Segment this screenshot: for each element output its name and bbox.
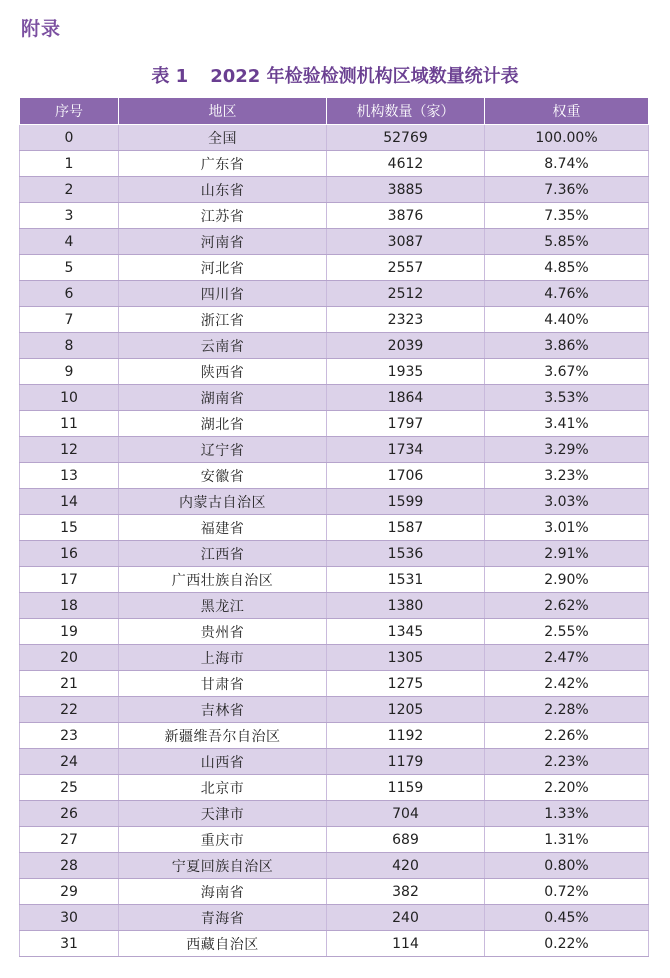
cell-count: 1734 — [327, 437, 485, 463]
table-row — [20, 229, 649, 255]
table-row — [20, 853, 649, 879]
cell-region: 上海市 — [119, 645, 327, 671]
cell-count: 1275 — [327, 671, 485, 697]
cell-count: 1345 — [327, 619, 485, 645]
cell-weight: 3.23% — [485, 463, 649, 489]
cell-count: 2039 — [327, 333, 485, 359]
table-row — [20, 619, 649, 645]
cell-weight: 0.45% — [485, 905, 649, 931]
cell-index: 30 — [20, 905, 119, 931]
cell-weight: 0.72% — [485, 879, 649, 905]
cell-region: 新疆维吾尔自治区 — [119, 723, 327, 749]
cell-region: 河北省 — [119, 255, 327, 281]
cell-index: 23 — [20, 723, 119, 749]
cell-weight: 2.28% — [485, 697, 649, 723]
table-row — [20, 489, 649, 515]
table-row — [20, 307, 649, 333]
table-row — [20, 567, 649, 593]
cell-region: 广东省 — [119, 151, 327, 177]
cell-count: 1192 — [327, 723, 485, 749]
cell-count: 1305 — [327, 645, 485, 671]
cell-count: 1536 — [327, 541, 485, 567]
table-row — [20, 515, 649, 541]
table-row — [20, 541, 649, 567]
cell-index: 12 — [20, 437, 119, 463]
table-row — [20, 125, 649, 151]
cell-region: 贵州省 — [119, 619, 327, 645]
cell-index: 6 — [20, 281, 119, 307]
cell-index: 25 — [20, 775, 119, 801]
table-row — [20, 723, 649, 749]
cell-count: 1864 — [327, 385, 485, 411]
cell-region: 江苏省 — [119, 203, 327, 229]
cell-weight: 3.29% — [485, 437, 649, 463]
cell-region: 安徽省 — [119, 463, 327, 489]
column-header-count: 机构数量（家） — [327, 98, 485, 125]
cell-weight: 1.33% — [485, 801, 649, 827]
cell-weight: 2.62% — [485, 593, 649, 619]
cell-weight: 3.53% — [485, 385, 649, 411]
cell-index: 4 — [20, 229, 119, 255]
cell-weight: 4.85% — [485, 255, 649, 281]
cell-weight: 2.42% — [485, 671, 649, 697]
cell-weight: 2.20% — [485, 775, 649, 801]
cell-region: 黑龙江 — [119, 593, 327, 619]
cell-weight: 8.74% — [485, 151, 649, 177]
cell-weight: 4.76% — [485, 281, 649, 307]
table-row — [20, 281, 649, 307]
cell-region: 甘肃省 — [119, 671, 327, 697]
cell-region: 重庆市 — [119, 827, 327, 853]
cell-weight: 7.36% — [485, 177, 649, 203]
cell-count: 1205 — [327, 697, 485, 723]
table-row — [20, 749, 649, 775]
cell-index: 16 — [20, 541, 119, 567]
cell-region: 广西壮族自治区 — [119, 567, 327, 593]
cell-index: 29 — [20, 879, 119, 905]
table-row — [20, 385, 649, 411]
cell-region: 宁夏回族自治区 — [119, 853, 327, 879]
cell-weight: 3.86% — [485, 333, 649, 359]
table-title-text: 2022 年检验检测机构区域数量统计表 — [210, 66, 519, 87]
cell-region: 福建省 — [119, 515, 327, 541]
cell-region: 湖北省 — [119, 411, 327, 437]
cell-region: 全国 — [119, 125, 327, 151]
cell-index: 2 — [20, 177, 119, 203]
cell-weight: 5.85% — [485, 229, 649, 255]
table-body — [20, 125, 649, 957]
cell-index: 8 — [20, 333, 119, 359]
cell-count: 1587 — [327, 515, 485, 541]
cell-index: 11 — [20, 411, 119, 437]
cell-index: 18 — [20, 593, 119, 619]
cell-region: 天津市 — [119, 801, 327, 827]
cell-count: 1159 — [327, 775, 485, 801]
table-row — [20, 697, 649, 723]
table-row — [20, 151, 649, 177]
cell-index: 3 — [20, 203, 119, 229]
cell-region: 内蒙古自治区 — [119, 489, 327, 515]
cell-weight: 7.35% — [485, 203, 649, 229]
table-row — [20, 801, 649, 827]
cell-count: 1797 — [327, 411, 485, 437]
statistics-table — [19, 97, 649, 957]
cell-count: 3876 — [327, 203, 485, 229]
table-row — [20, 905, 649, 931]
cell-index: 26 — [20, 801, 119, 827]
cell-count: 114 — [327, 931, 485, 957]
cell-count: 420 — [327, 853, 485, 879]
cell-index: 10 — [20, 385, 119, 411]
cell-count: 1935 — [327, 359, 485, 385]
cell-count: 52769 — [327, 125, 485, 151]
cell-region: 陕西省 — [119, 359, 327, 385]
cell-region: 山东省 — [119, 177, 327, 203]
table-row — [20, 177, 649, 203]
column-header-weight: 权重 — [485, 98, 649, 125]
cell-count: 1706 — [327, 463, 485, 489]
cell-weight: 2.90% — [485, 567, 649, 593]
cell-weight: 2.47% — [485, 645, 649, 671]
cell-index: 22 — [20, 697, 119, 723]
cell-index: 21 — [20, 671, 119, 697]
cell-region: 北京市 — [119, 775, 327, 801]
column-header-index: 序号 — [20, 98, 119, 125]
cell-weight: 3.01% — [485, 515, 649, 541]
cell-weight: 3.67% — [485, 359, 649, 385]
cell-index: 24 — [20, 749, 119, 775]
cell-index: 27 — [20, 827, 119, 853]
cell-index: 5 — [20, 255, 119, 281]
cell-weight: 2.55% — [485, 619, 649, 645]
cell-count: 1599 — [327, 489, 485, 515]
cell-index: 13 — [20, 463, 119, 489]
table-row — [20, 333, 649, 359]
cell-weight: 0.22% — [485, 931, 649, 957]
cell-count: 1179 — [327, 749, 485, 775]
table-row — [20, 411, 649, 437]
cell-region: 江西省 — [119, 541, 327, 567]
table-row — [20, 671, 649, 697]
cell-index: 17 — [20, 567, 119, 593]
cell-count: 689 — [327, 827, 485, 853]
cell-index: 28 — [20, 853, 119, 879]
table-row — [20, 645, 649, 671]
table-row — [20, 359, 649, 385]
cell-weight: 3.41% — [485, 411, 649, 437]
cell-region: 海南省 — [119, 879, 327, 905]
cell-weight: 3.03% — [485, 489, 649, 515]
cell-count: 2512 — [327, 281, 485, 307]
cell-count: 704 — [327, 801, 485, 827]
cell-weight: 4.40% — [485, 307, 649, 333]
cell-index: 19 — [20, 619, 119, 645]
table-row — [20, 827, 649, 853]
cell-weight: 100.00% — [485, 125, 649, 151]
cell-region: 辽宁省 — [119, 437, 327, 463]
table-row — [20, 593, 649, 619]
cell-count: 2323 — [327, 307, 485, 333]
table-label: 表 1 — [151, 66, 189, 87]
cell-index: 14 — [20, 489, 119, 515]
table-header-row — [20, 98, 649, 125]
cell-region: 浙江省 — [119, 307, 327, 333]
cell-weight: 2.91% — [485, 541, 649, 567]
cell-region: 吉林省 — [119, 697, 327, 723]
cell-region: 湖南省 — [119, 385, 327, 411]
column-header-region: 地区 — [119, 98, 327, 125]
cell-index: 9 — [20, 359, 119, 385]
cell-index: 15 — [20, 515, 119, 541]
cell-count: 240 — [327, 905, 485, 931]
table-row — [20, 203, 649, 229]
cell-weight: 1.31% — [485, 827, 649, 853]
table-row — [20, 879, 649, 905]
cell-index: 7 — [20, 307, 119, 333]
cell-count: 2557 — [327, 255, 485, 281]
cell-count: 382 — [327, 879, 485, 905]
cell-region: 云南省 — [119, 333, 327, 359]
cell-weight: 0.80% — [485, 853, 649, 879]
table-row — [20, 775, 649, 801]
table-row — [20, 931, 649, 957]
table-row — [20, 437, 649, 463]
cell-region: 河南省 — [119, 229, 327, 255]
cell-weight: 2.26% — [485, 723, 649, 749]
cell-weight: 2.23% — [485, 749, 649, 775]
cell-count: 4612 — [327, 151, 485, 177]
cell-count: 3087 — [327, 229, 485, 255]
cell-index: 0 — [20, 125, 119, 151]
cell-region: 西藏自治区 — [119, 931, 327, 957]
appendix-heading: 附录 — [21, 18, 62, 40]
table-row — [20, 255, 649, 281]
cell-region: 青海省 — [119, 905, 327, 931]
cell-index: 20 — [20, 645, 119, 671]
cell-index: 31 — [20, 931, 119, 957]
cell-index: 1 — [20, 151, 119, 177]
cell-region: 山西省 — [119, 749, 327, 775]
cell-count: 3885 — [327, 177, 485, 203]
cell-count: 1380 — [327, 593, 485, 619]
cell-region: 四川省 — [119, 281, 327, 307]
table-title — [0, 62, 670, 88]
table-row — [20, 463, 649, 489]
cell-count: 1531 — [327, 567, 485, 593]
